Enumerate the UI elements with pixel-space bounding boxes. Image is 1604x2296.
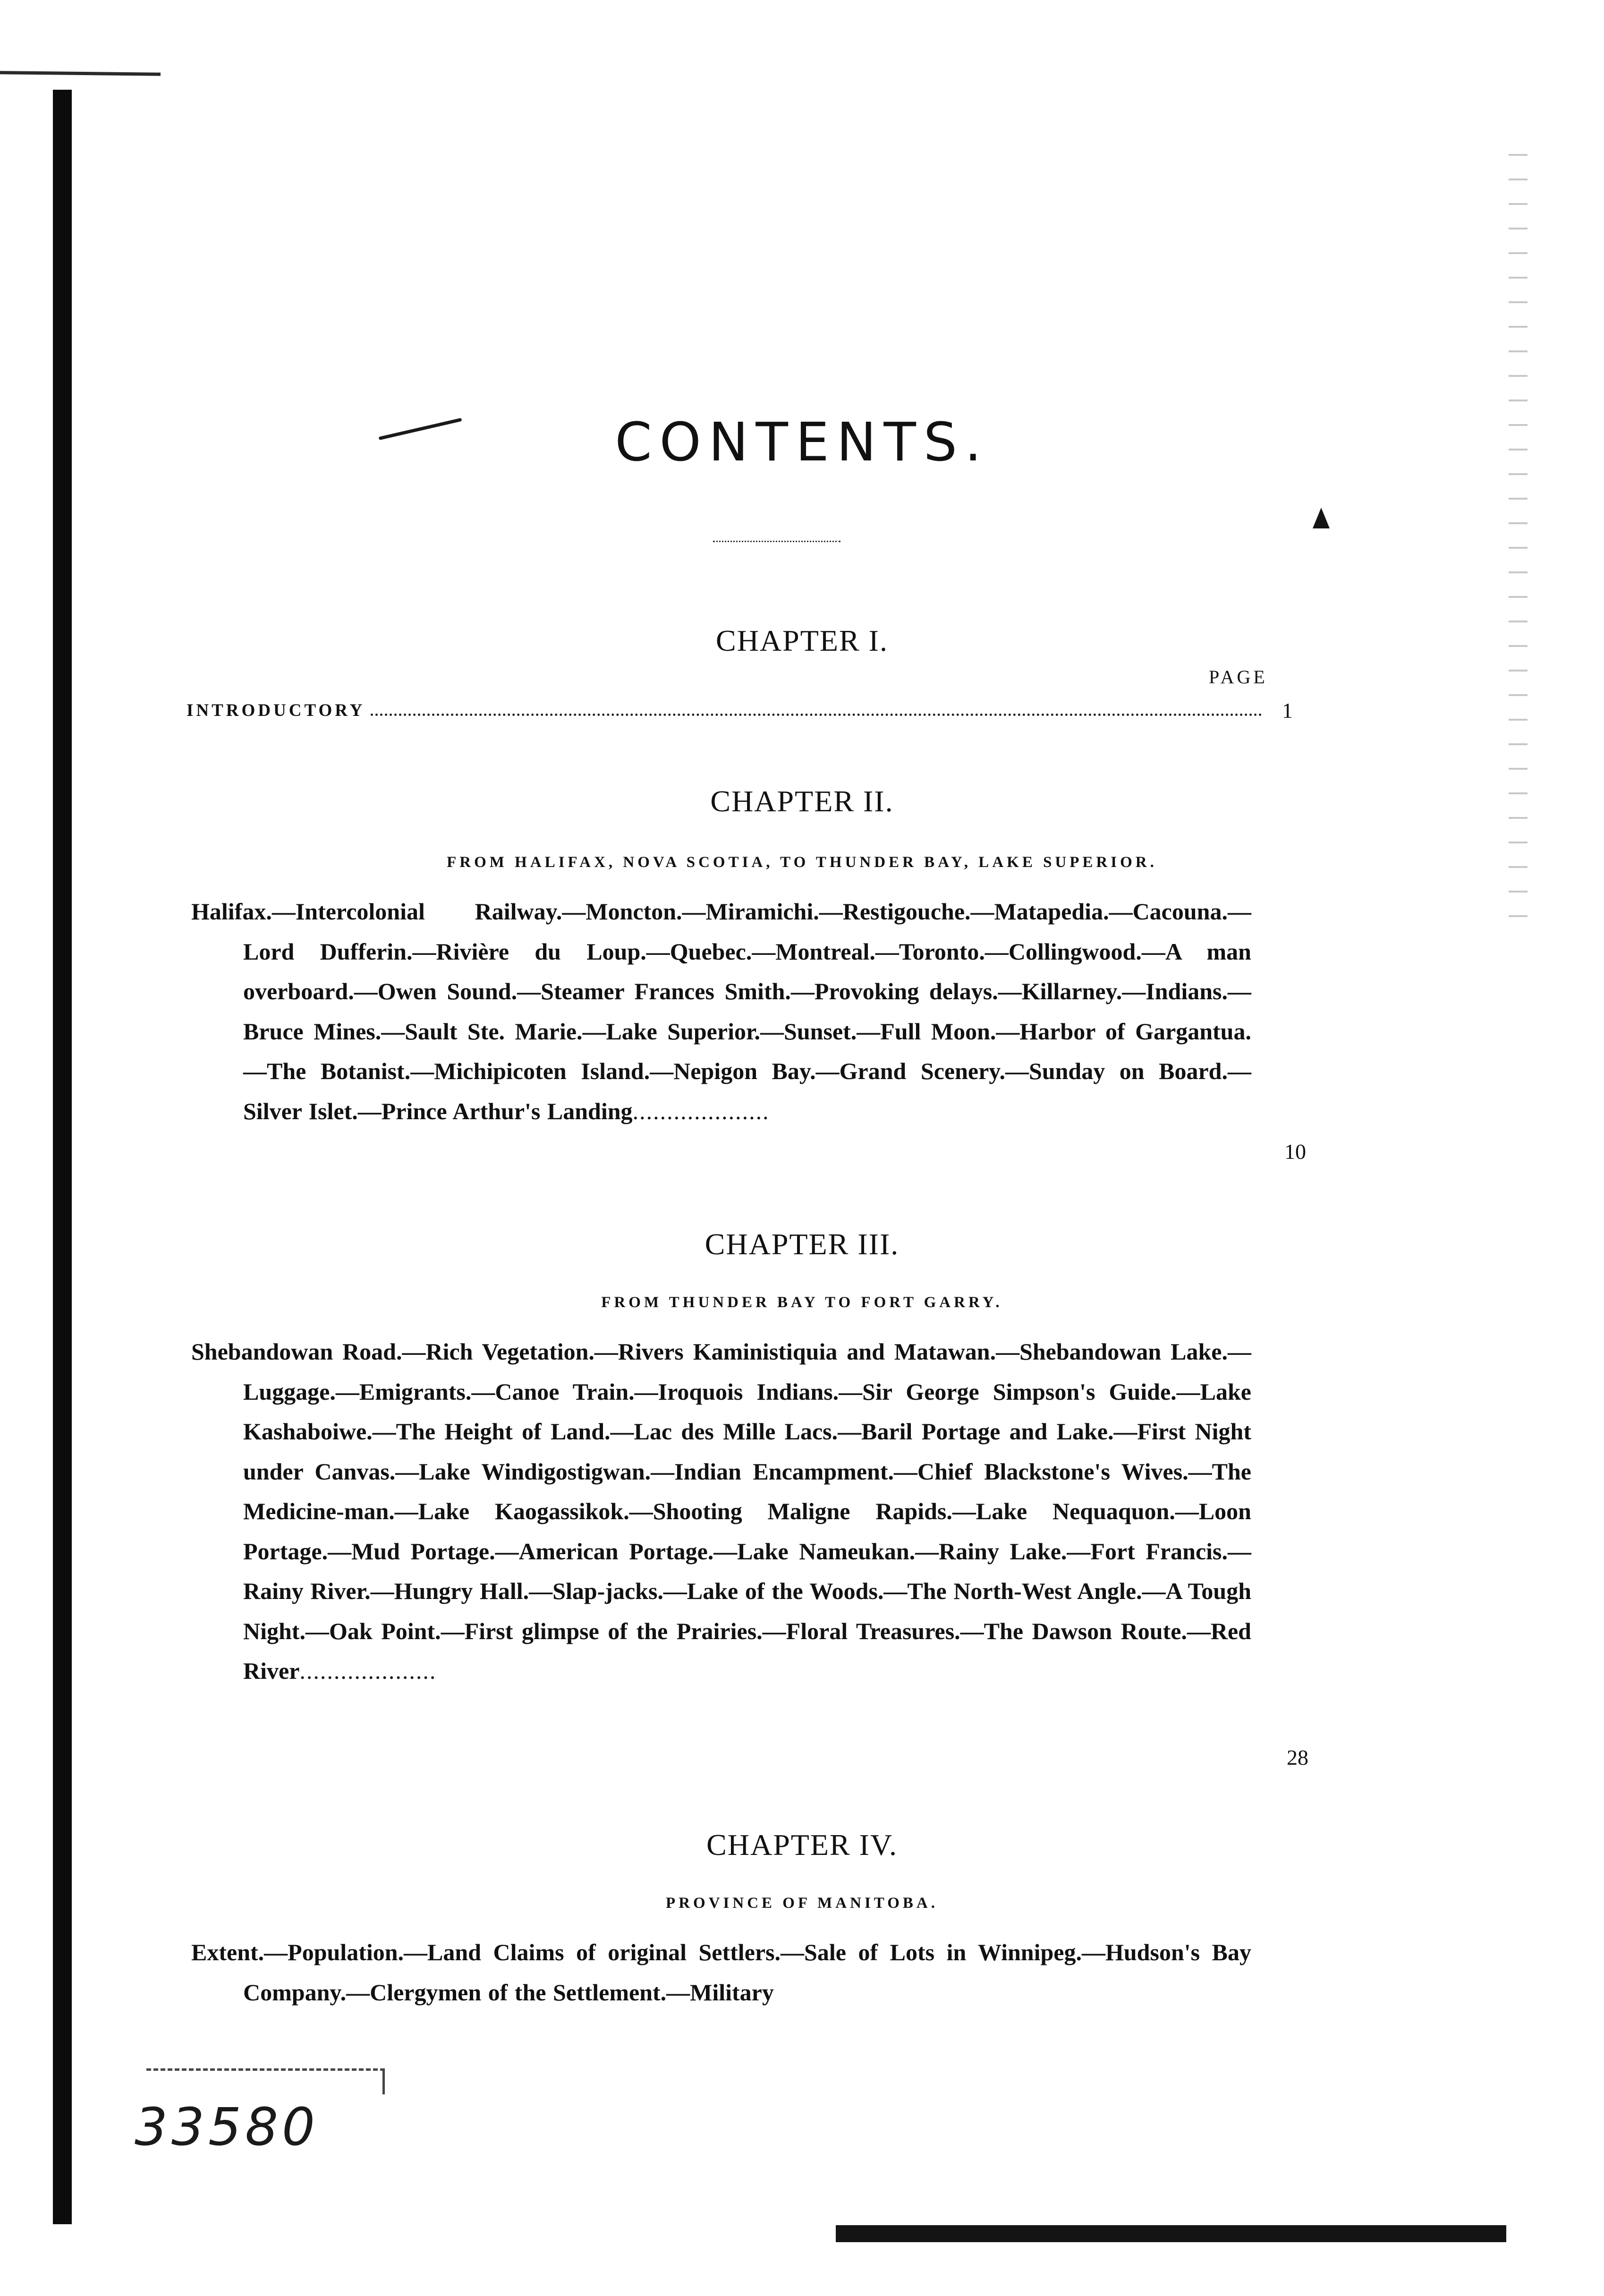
- chapter-3-subtitle: FROM THUNDER BAY TO FORT GARRY.: [601, 1294, 1003, 1311]
- chapter-2-entry: [191, 892, 1251, 1131]
- ink-mark: [1313, 508, 1330, 528]
- chapter-1-entry-text: INTRODUCTORY: [187, 701, 365, 720]
- library-stamp: [146, 2068, 385, 2094]
- leader-dots: [371, 714, 1262, 716]
- chapter-3-entry-text: Shebandowan Road.—Rich Vegetation.—Rivers Kaministiquia and Matawan.—Shebandowan Lake.—Luggage.—Emigrants.—Canoe Train.—Iroquois Indians.—Sir George Simpson's Guide.—Lake Kashaboiwe.—The Height of Land.—Lac des Mille Lacs.—Baril Portage and Lake.—First Night under Canvas.—Lake Windigostigwan.—Indian Encampment.—Chief Blackstone's Wives.—The Medicine-man.—Lake Kaogassikok.—Shooting Maligne Rapids.—Lake Nequaquon.—Loon Portage.—Mud Portage.—American Portage.—Lake Nameukan.—Rainy Lake.—Fort Francis.—Rainy River.—Hungry Hall.—Slap-jacks.—Lake of the Woods.—The North-West Angle.—A Tough Night.—Oak Point.—First glimpse of the Prairies.—Floral Treasures.—The Dawson Route.—Red River: [191, 1338, 1251, 1684]
- chapter-1-page-number: 1: [1282, 698, 1293, 723]
- chapter-4-subtitle: PROVINCE OF MANITOBA.: [666, 1895, 938, 1912]
- chapter-2-page-number: 10: [1284, 1139, 1306, 1164]
- leader-dots: ....................: [632, 1097, 770, 1124]
- page-column-label: PAGE: [1209, 666, 1268, 688]
- chapter-4-entry: Extent.—Population.—Land Claims of original Settlers.—Sale of Lots in Winnipeg.—Hudson's Bay Company.—Clergymen of the Settlement.—Military: [191, 1939, 1251, 2006]
- chapter-1-entry: [187, 700, 1268, 721]
- chapter-2-subtitle: FROM HALIFAX, NOVA SCOTIA, TO THUNDER BAY, LAKE SUPERIOR.: [447, 854, 1157, 871]
- chapter-3-heading: CHAPTER III.: [704, 1227, 900, 1261]
- chapter-4-heading: CHAPTER IV.: [706, 1828, 898, 1862]
- chapter-2-heading: CHAPTER II.: [710, 784, 894, 818]
- chapter-1-heading: CHAPTER I.: [716, 624, 888, 657]
- handwritten-accession-number: 33580: [135, 2097, 319, 2157]
- title-divider: [713, 541, 840, 542]
- chapter-3-entry: [191, 1332, 1251, 1691]
- scan-edge-mark: [0, 71, 161, 76]
- scan-bottom-bar: [836, 2225, 1506, 2242]
- chapter-3-page-number: 28: [1287, 1745, 1308, 1769]
- page-title: CONTENTS.: [615, 412, 989, 473]
- leader-dots: ....................: [299, 1658, 437, 1684]
- chapter-2-entry-text: Halifax.—Intercolonial Railway.—Moncton.—Miramichi.—Restigouche.—Matapedia.—Cacouna.—Lord Dufferin.—Rivière du Loup.—Quebec.—Montreal.—Toronto.—Collingwood.—A man overboard.—Owen Sound.—Steamer Frances Smith.—Provoking delays.—Killarney.—Indians.—Bruce Mines.—Sault Ste. Marie.—Lake Superior.—Sunset.—Full Moon.—Harbor of Gargantua.—The Botanist.—Michipicoten Island.—Nepigon Bay.—Grand Scenery.—Sunday on Board.—Silver Islet.—Prince Arthur's Landing: [191, 898, 1251, 1124]
